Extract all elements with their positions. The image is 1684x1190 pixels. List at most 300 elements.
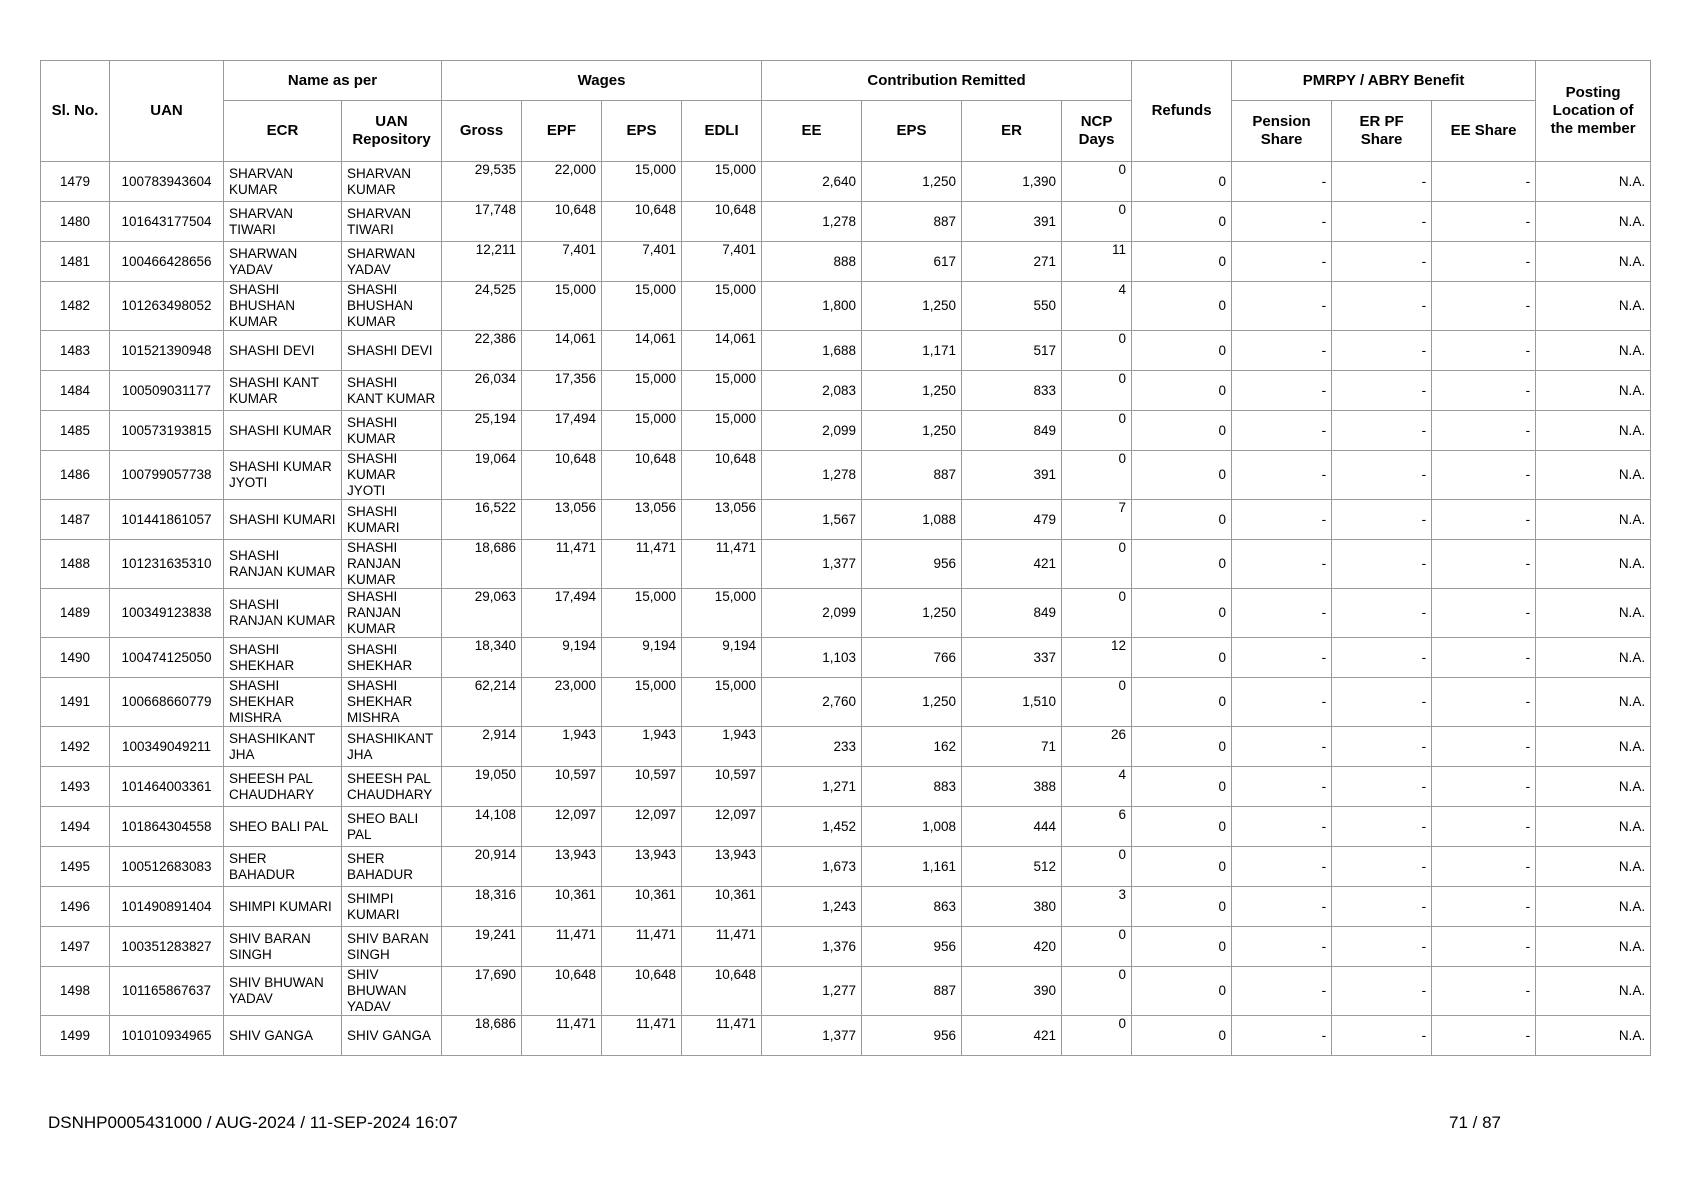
cell-refunds: 0 [1132, 967, 1232, 1016]
cell-epf: 13,056 [522, 500, 602, 540]
header-uan-repository: UAN Repository [342, 101, 442, 162]
cell-ncp-days: 0 [1062, 967, 1132, 1016]
cell-edli: 9,194 [682, 638, 762, 678]
cell-ee: 2,640 [762, 162, 862, 202]
cell-gross: 17,748 [442, 202, 522, 242]
cell-sl-no: 1486 [41, 451, 110, 500]
cell-er: 271 [962, 242, 1062, 282]
cell-uan: 101490891404 [110, 887, 224, 927]
cell-edli: 7,401 [682, 242, 762, 282]
cell-gross: 16,522 [442, 500, 522, 540]
cell-er: 444 [962, 807, 1062, 847]
cell-er-pf-share: - [1332, 242, 1432, 282]
cell-eps: 15,000 [602, 678, 682, 727]
cell-er-pf-share: - [1332, 500, 1432, 540]
cell-er: 421 [962, 540, 1062, 589]
cell-uan: 100573193815 [110, 411, 224, 451]
cell-name-ecr: SHASHI SHEKHAR [224, 638, 342, 678]
cell-pension-share: - [1232, 242, 1332, 282]
cell-er: 380 [962, 887, 1062, 927]
cell-eps: 10,648 [602, 967, 682, 1016]
table-row [41, 162, 1651, 202]
cell-posting-location: N.A. [1536, 767, 1651, 807]
table-row [41, 887, 1651, 927]
cell-ee-share: - [1432, 767, 1536, 807]
cell-er: 1,510 [962, 678, 1062, 727]
cell-ee: 1,278 [762, 202, 862, 242]
cell-er: 337 [962, 638, 1062, 678]
cell-refunds: 0 [1132, 1016, 1232, 1056]
cell-edli: 15,000 [682, 162, 762, 202]
cell-ee-share: - [1432, 282, 1536, 331]
cell-edli: 15,000 [682, 589, 762, 638]
cell-contribution-eps: 617 [862, 242, 962, 282]
cell-edli: 14,061 [682, 331, 762, 371]
cell-name-ecr: SHIMPI KUMARI [224, 887, 342, 927]
header-ncp-days: NCP Days [1062, 101, 1132, 162]
cell-ee: 1,277 [762, 967, 862, 1016]
cell-sl-no: 1492 [41, 727, 110, 767]
cell-gross: 2,914 [442, 727, 522, 767]
cell-contribution-eps: 766 [862, 638, 962, 678]
cell-er-pf-share: - [1332, 1016, 1432, 1056]
table-row [41, 807, 1651, 847]
table-row [41, 1016, 1651, 1056]
cell-pension-share: - [1232, 927, 1332, 967]
cell-eps: 11,471 [602, 540, 682, 589]
cell-contribution-eps: 1,250 [862, 589, 962, 638]
cell-name-ecr: SHASHI KUMAR JYOTI [224, 451, 342, 500]
cell-uan: 100668660779 [110, 678, 224, 727]
cell-er: 849 [962, 411, 1062, 451]
cell-pension-share: - [1232, 847, 1332, 887]
cell-name-uan-repository: SHIV BARAN SINGH [342, 927, 442, 967]
cell-refunds: 0 [1132, 242, 1232, 282]
cell-er: 420 [962, 927, 1062, 967]
cell-gross: 62,214 [442, 678, 522, 727]
cell-ncp-days: 0 [1062, 1016, 1132, 1056]
cell-sl-no: 1483 [41, 331, 110, 371]
cell-gross: 18,316 [442, 887, 522, 927]
cell-eps: 13,056 [602, 500, 682, 540]
cell-ncp-days: 0 [1062, 202, 1132, 242]
cell-refunds: 0 [1132, 202, 1232, 242]
cell-uan: 101864304558 [110, 807, 224, 847]
cell-posting-location: N.A. [1536, 282, 1651, 331]
cell-contribution-eps: 1,088 [862, 500, 962, 540]
cell-refunds: 0 [1132, 411, 1232, 451]
cell-contribution-eps: 1,250 [862, 411, 962, 451]
cell-gross: 29,063 [442, 589, 522, 638]
cell-name-uan-repository: SHASHI SHEKHAR MISHRA [342, 678, 442, 727]
cell-edli: 15,000 [682, 678, 762, 727]
cell-edli: 10,597 [682, 767, 762, 807]
cell-ncp-days: 0 [1062, 162, 1132, 202]
header-edli: EDLI [682, 101, 762, 162]
cell-edli: 11,471 [682, 927, 762, 967]
cell-refunds: 0 [1132, 767, 1232, 807]
table-row [41, 727, 1651, 767]
cell-gross: 29,535 [442, 162, 522, 202]
cell-pension-share: - [1232, 678, 1332, 727]
table-row [41, 331, 1651, 371]
cell-eps: 15,000 [602, 162, 682, 202]
cell-eps: 15,000 [602, 411, 682, 451]
cell-ncp-days: 0 [1062, 927, 1132, 967]
cell-uan: 101263498052 [110, 282, 224, 331]
header-eps: EPS [602, 101, 682, 162]
cell-gross: 25,194 [442, 411, 522, 451]
cell-er-pf-share: - [1332, 638, 1432, 678]
cell-eps: 11,471 [602, 1016, 682, 1056]
cell-ee-share: - [1432, 967, 1536, 1016]
cell-name-uan-repository: SHASHI DEVI [342, 331, 442, 371]
cell-refunds: 0 [1132, 371, 1232, 411]
cell-sl-no: 1489 [41, 589, 110, 638]
cell-uan: 100474125050 [110, 638, 224, 678]
header-uan: UAN [110, 61, 224, 162]
table-row [41, 678, 1651, 727]
cell-name-ecr: SHARVAN TIWARI [224, 202, 342, 242]
table-row [41, 282, 1651, 331]
cell-name-uan-repository: SHASHI SHEKHAR [342, 638, 442, 678]
cell-ee-share: - [1432, 500, 1536, 540]
table-row [41, 767, 1651, 807]
header-contribution-eps: EPS [862, 101, 962, 162]
cell-eps: 15,000 [602, 371, 682, 411]
cell-sl-no: 1479 [41, 162, 110, 202]
cell-edli: 12,097 [682, 807, 762, 847]
cell-name-uan-repository: SHIV GANGA [342, 1016, 442, 1056]
cell-contribution-eps: 887 [862, 451, 962, 500]
cell-ee-share: - [1432, 678, 1536, 727]
cell-name-uan-repository: SHARWAN YADAV [342, 242, 442, 282]
cell-pension-share: - [1232, 540, 1332, 589]
cell-name-uan-repository: SHER BAHADUR [342, 847, 442, 887]
cell-sl-no: 1499 [41, 1016, 110, 1056]
cell-er: 390 [962, 967, 1062, 1016]
cell-er: 71 [962, 727, 1062, 767]
header-er-pf-share: ER PF Share [1332, 101, 1432, 162]
cell-ee: 1,103 [762, 638, 862, 678]
cell-sl-no: 1482 [41, 282, 110, 331]
cell-ncp-days: 0 [1062, 847, 1132, 887]
cell-name-ecr: SHASHIKANT JHA [224, 727, 342, 767]
cell-sl-no: 1480 [41, 202, 110, 242]
cell-posting-location: N.A. [1536, 638, 1651, 678]
cell-edli: 15,000 [682, 371, 762, 411]
table-row [41, 371, 1651, 411]
header-ee: EE [762, 101, 862, 162]
cell-er-pf-share: - [1332, 589, 1432, 638]
cell-refunds: 0 [1132, 927, 1232, 967]
cell-contribution-eps: 956 [862, 1016, 962, 1056]
header-pmrpy-abry-benefit: PMRPY / ABRY Benefit [1232, 61, 1536, 101]
cell-sl-no: 1498 [41, 967, 110, 1016]
cell-ee: 888 [762, 242, 862, 282]
cell-epf: 15,000 [522, 282, 602, 331]
cell-ee: 1,567 [762, 500, 862, 540]
cell-ncp-days: 0 [1062, 331, 1132, 371]
cell-name-uan-repository: SHASHI RANJAN KUMAR [342, 540, 442, 589]
cell-name-ecr: SHARVAN KUMAR [224, 162, 342, 202]
cell-ee: 1,452 [762, 807, 862, 847]
cell-pension-share: - [1232, 887, 1332, 927]
cell-sl-no: 1494 [41, 807, 110, 847]
cell-sl-no: 1485 [41, 411, 110, 451]
cell-ee-share: - [1432, 638, 1536, 678]
cell-epf: 17,494 [522, 411, 602, 451]
cell-ee-share: - [1432, 451, 1536, 500]
cell-er: 421 [962, 1016, 1062, 1056]
cell-posting-location: N.A. [1536, 162, 1651, 202]
cell-sl-no: 1481 [41, 242, 110, 282]
cell-epf: 13,943 [522, 847, 602, 887]
cell-gross: 20,914 [442, 847, 522, 887]
cell-pension-share: - [1232, 371, 1332, 411]
table-row [41, 589, 1651, 638]
cell-contribution-eps: 1,250 [862, 371, 962, 411]
cell-gross: 18,686 [442, 540, 522, 589]
cell-er-pf-share: - [1332, 927, 1432, 967]
cell-epf: 23,000 [522, 678, 602, 727]
cell-name-uan-repository: SHASHI RANJAN KUMAR [342, 589, 442, 638]
cell-sl-no: 1496 [41, 887, 110, 927]
cell-sl-no: 1491 [41, 678, 110, 727]
cell-posting-location: N.A. [1536, 967, 1651, 1016]
ecr-contribution-table [40, 60, 1651, 1056]
cell-refunds: 0 [1132, 540, 1232, 589]
cell-er: 550 [962, 282, 1062, 331]
cell-posting-location: N.A. [1536, 500, 1651, 540]
cell-er: 388 [962, 767, 1062, 807]
cell-refunds: 0 [1132, 162, 1232, 202]
cell-er-pf-share: - [1332, 282, 1432, 331]
cell-er: 391 [962, 202, 1062, 242]
cell-name-ecr: SHARWAN YADAV [224, 242, 342, 282]
cell-gross: 18,686 [442, 1016, 522, 1056]
cell-gross: 12,211 [442, 242, 522, 282]
cell-contribution-eps: 1,250 [862, 282, 962, 331]
cell-epf: 10,648 [522, 967, 602, 1016]
cell-contribution-eps: 1,161 [862, 847, 962, 887]
cell-ee-share: - [1432, 162, 1536, 202]
cell-name-ecr: SHASHI SHEKHAR MISHRA [224, 678, 342, 727]
cell-pension-share: - [1232, 767, 1332, 807]
cell-er-pf-share: - [1332, 767, 1432, 807]
cell-er-pf-share: - [1332, 967, 1432, 1016]
cell-eps: 10,597 [602, 767, 682, 807]
cell-er-pf-share: - [1332, 411, 1432, 451]
cell-name-uan-repository: SHASHI KUMAR [342, 411, 442, 451]
cell-er: 512 [962, 847, 1062, 887]
cell-er-pf-share: - [1332, 678, 1432, 727]
cell-name-ecr: SHIV BARAN SINGH [224, 927, 342, 967]
cell-uan: 100466428656 [110, 242, 224, 282]
cell-ee-share: - [1432, 807, 1536, 847]
cell-name-ecr: SHASHI DEVI [224, 331, 342, 371]
cell-posting-location: N.A. [1536, 1016, 1651, 1056]
cell-edli: 10,648 [682, 967, 762, 1016]
cell-ee-share: - [1432, 589, 1536, 638]
cell-gross: 19,050 [442, 767, 522, 807]
header-ecr: ECR [224, 101, 342, 162]
cell-edli: 11,471 [682, 1016, 762, 1056]
cell-refunds: 0 [1132, 638, 1232, 678]
page-indicator: 71 / 87 [1449, 1113, 1501, 1132]
cell-epf: 17,356 [522, 371, 602, 411]
cell-gross: 26,034 [442, 371, 522, 411]
cell-ee-share: - [1432, 540, 1536, 589]
cell-edli: 10,361 [682, 887, 762, 927]
cell-pension-share: - [1232, 807, 1332, 847]
cell-name-ecr: SHEO BALI PAL [224, 807, 342, 847]
cell-ncp-days: 4 [1062, 282, 1132, 331]
cell-uan: 101231635310 [110, 540, 224, 589]
cell-edli: 10,648 [682, 451, 762, 500]
cell-pension-share: - [1232, 202, 1332, 242]
header-epf: EPF [522, 101, 602, 162]
cell-ee: 233 [762, 727, 862, 767]
cell-ee-share: - [1432, 727, 1536, 767]
cell-ncp-days: 0 [1062, 371, 1132, 411]
cell-pension-share: - [1232, 1016, 1332, 1056]
cell-ee-share: - [1432, 1016, 1536, 1056]
cell-name-uan-repository: SHASHI BHUSHAN KUMAR [342, 282, 442, 331]
header-wages: Wages [442, 61, 762, 101]
cell-ee: 1,271 [762, 767, 862, 807]
cell-uan: 101521390948 [110, 331, 224, 371]
cell-name-ecr: SHIV BHUWAN YADAV [224, 967, 342, 1016]
cell-ee: 2,099 [762, 411, 862, 451]
cell-er-pf-share: - [1332, 371, 1432, 411]
cell-uan: 100351283827 [110, 927, 224, 967]
cell-posting-location: N.A. [1536, 807, 1651, 847]
cell-ncp-days: 11 [1062, 242, 1132, 282]
table-row [41, 847, 1651, 887]
cell-name-ecr: SHASHI BHUSHAN KUMAR [224, 282, 342, 331]
cell-epf: 1,943 [522, 727, 602, 767]
cell-uan: 100509031177 [110, 371, 224, 411]
cell-posting-location: N.A. [1536, 887, 1651, 927]
cell-edli: 13,056 [682, 500, 762, 540]
cell-name-uan-repository: SHASHIKANT JHA [342, 727, 442, 767]
cell-name-uan-repository: SHARVAN KUMAR [342, 162, 442, 202]
cell-uan: 101165867637 [110, 967, 224, 1016]
cell-epf: 11,471 [522, 1016, 602, 1056]
cell-uan: 100799057738 [110, 451, 224, 500]
table-row [41, 411, 1651, 451]
table-row [41, 638, 1651, 678]
cell-posting-location: N.A. [1536, 411, 1651, 451]
cell-gross: 19,241 [442, 927, 522, 967]
header-name-as-per: Name as per [224, 61, 442, 101]
cell-contribution-eps: 956 [862, 927, 962, 967]
cell-pension-share: - [1232, 638, 1332, 678]
cell-name-uan-repository: SHEESH PAL CHAUDHARY [342, 767, 442, 807]
table-row [41, 540, 1651, 589]
cell-name-ecr: SHIV GANGA [224, 1016, 342, 1056]
cell-posting-location: N.A. [1536, 540, 1651, 589]
cell-name-ecr: SHEESH PAL CHAUDHARY [224, 767, 342, 807]
cell-er-pf-share: - [1332, 331, 1432, 371]
cell-er: 391 [962, 451, 1062, 500]
cell-posting-location: N.A. [1536, 847, 1651, 887]
cell-eps: 12,097 [602, 807, 682, 847]
cell-epf: 10,597 [522, 767, 602, 807]
cell-er: 833 [962, 371, 1062, 411]
cell-sl-no: 1487 [41, 500, 110, 540]
cell-posting-location: N.A. [1536, 202, 1651, 242]
cell-contribution-eps: 1,008 [862, 807, 962, 847]
cell-edli: 11,471 [682, 540, 762, 589]
cell-er-pf-share: - [1332, 540, 1432, 589]
cell-ncp-days: 3 [1062, 887, 1132, 927]
cell-ee: 2,083 [762, 371, 862, 411]
cell-ncp-days: 12 [1062, 638, 1132, 678]
cell-posting-location: N.A. [1536, 371, 1651, 411]
cell-er-pf-share: - [1332, 847, 1432, 887]
cell-name-uan-repository: SHASHI KUMARI [342, 500, 442, 540]
cell-epf: 10,361 [522, 887, 602, 927]
cell-ncp-days: 6 [1062, 807, 1132, 847]
cell-posting-location: N.A. [1536, 451, 1651, 500]
cell-ee-share: - [1432, 927, 1536, 967]
cell-epf: 12,097 [522, 807, 602, 847]
cell-contribution-eps: 1,250 [862, 162, 962, 202]
cell-contribution-eps: 883 [862, 767, 962, 807]
cell-uan: 101643177504 [110, 202, 224, 242]
cell-epf: 10,648 [522, 202, 602, 242]
cell-pension-share: - [1232, 162, 1332, 202]
cell-name-uan-repository: SHARVAN TIWARI [342, 202, 442, 242]
cell-ee: 1,688 [762, 331, 862, 371]
table-row [41, 202, 1651, 242]
cell-refunds: 0 [1132, 500, 1232, 540]
cell-contribution-eps: 162 [862, 727, 962, 767]
cell-pension-share: - [1232, 589, 1332, 638]
cell-ncp-days: 7 [1062, 500, 1132, 540]
cell-epf: 14,061 [522, 331, 602, 371]
cell-eps: 7,401 [602, 242, 682, 282]
table-row [41, 242, 1651, 282]
cell-pension-share: - [1232, 451, 1332, 500]
header-pension-share: Pension Share [1232, 101, 1332, 162]
cell-ncp-days: 0 [1062, 411, 1132, 451]
cell-contribution-eps: 1,171 [862, 331, 962, 371]
cell-eps: 1,943 [602, 727, 682, 767]
cell-pension-share: - [1232, 967, 1332, 1016]
cell-refunds: 0 [1132, 847, 1232, 887]
cell-uan: 100349049211 [110, 727, 224, 767]
cell-uan: 101010934965 [110, 1016, 224, 1056]
header-ee-share: EE Share [1432, 101, 1536, 162]
cell-name-ecr: SHASHI KANT KUMAR [224, 371, 342, 411]
cell-ee: 1,376 [762, 927, 862, 967]
cell-refunds: 0 [1132, 727, 1232, 767]
cell-eps: 11,471 [602, 927, 682, 967]
cell-eps: 10,648 [602, 451, 682, 500]
cell-name-uan-repository: SHIV BHUWAN YADAV [342, 967, 442, 1016]
cell-contribution-eps: 887 [862, 202, 962, 242]
header-sl-no: Sl. No. [41, 61, 110, 162]
cell-eps: 15,000 [602, 589, 682, 638]
cell-posting-location: N.A. [1536, 242, 1651, 282]
cell-ee-share: - [1432, 411, 1536, 451]
cell-epf: 9,194 [522, 638, 602, 678]
cell-gross: 24,525 [442, 282, 522, 331]
cell-er-pf-share: - [1332, 807, 1432, 847]
